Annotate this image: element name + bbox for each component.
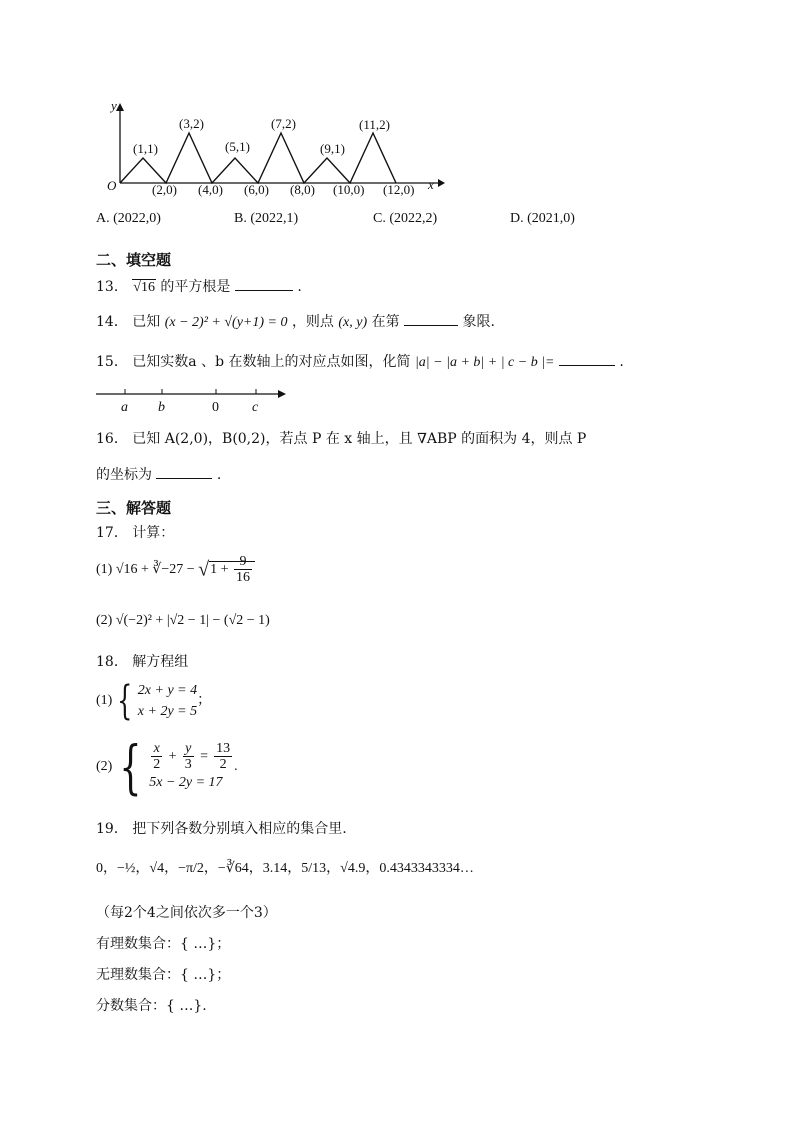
option-a — [96, 211, 161, 227]
expression: |a| − |a + b| + | c − b |= — [414, 355, 555, 370]
part-end: ； — [197, 693, 212, 709]
option-b — [234, 211, 298, 227]
zigzag-graph — [100, 95, 445, 200]
part-label: (1) — [96, 693, 113, 709]
question-number: 15． — [96, 354, 128, 370]
q17-part2 — [96, 613, 270, 629]
equation: x + 2y = 5 — [137, 704, 198, 719]
equation: 5x − 2y = 17 — [149, 775, 223, 791]
expression: √(−2)² + |√2 − 1| − (√2 − 1) — [115, 613, 270, 628]
equation: 2x + y = 4 — [137, 683, 198, 698]
valley-label: (2,0) — [152, 182, 177, 197]
question-end: . — [297, 279, 302, 295]
q18-part2: (2) { $\frac{x}{2}$ + $\frac{y}{3}$ = $\frac{13}{2}$ 5x − 2y = 17 . — [96, 733, 238, 801]
question-text: ，则点 — [291, 314, 334, 330]
option-value: (2022,0) — [113, 211, 161, 226]
valley-label: (6,0) — [244, 182, 269, 197]
axis-label-a: a — [121, 400, 128, 415]
part-label: (1) — [96, 562, 113, 578]
question-end: 象限. — [462, 314, 495, 330]
q18-part1: (1) { 2x + y = 4 x + 2y = 5 ； — [96, 678, 212, 724]
y-axis-label: y — [111, 98, 117, 113]
question-text: 已知 A(2,0)，B(0,2)，若点 P 在 x 轴上，且 ∇ABP 的面积为 4，则点 P — [132, 431, 587, 447]
question-18 — [96, 651, 188, 671]
peak-label: (11,2) — [359, 117, 390, 132]
valley-label: (12,0) — [383, 182, 415, 197]
option-key: C. — [373, 211, 386, 226]
valley-label: (10,0) — [333, 182, 365, 197]
q17-part1: (1) √16 + ∛−27 − √1 + $\frac{9}{16}$ — [96, 554, 255, 586]
question-number: 18． — [96, 654, 128, 670]
answer-blank — [156, 464, 212, 479]
answer-blank — [235, 276, 293, 291]
option-value: (2022,1) — [250, 211, 299, 226]
origin-label: O — [107, 178, 117, 193]
option-d — [510, 211, 575, 227]
irrational-set: 无理数集合：{ …}； — [96, 967, 231, 983]
axis-label-b: b — [158, 400, 165, 415]
question-end: . — [619, 354, 624, 370]
option-key: D. — [510, 211, 524, 226]
question-text: 解方程组 — [132, 654, 189, 670]
fraction-set: 分数集合：{ …}. — [96, 998, 207, 1014]
axis-label-0: 0 — [212, 400, 219, 415]
option-key: B. — [234, 211, 247, 226]
rational-set: 有理数集合：{ …}； — [96, 936, 231, 952]
question-15 — [96, 351, 624, 371]
axis-label-c: c — [252, 400, 259, 415]
option-value: (2021,0) — [527, 211, 575, 226]
question-number: 17． — [96, 525, 128, 541]
part-label: (2) — [96, 759, 113, 775]
x-axis-label: x — [428, 177, 434, 192]
number-line — [96, 386, 288, 416]
question-17 — [96, 522, 174, 542]
valley-label: (4,0) — [198, 182, 223, 197]
peak-label: (7,2) — [271, 116, 296, 131]
option-key: A. — [96, 211, 110, 226]
question-number: 14． — [96, 314, 128, 330]
equation: (x − 2)² + √(y+1) = 0 — [164, 315, 288, 330]
answer-blank — [404, 311, 458, 326]
peak-label: (3,2) — [179, 116, 204, 131]
option-value: (2022,2) — [389, 211, 438, 226]
radical-body: 1 + $\frac{9}{16}$ — [209, 561, 255, 577]
note: （每2个4之间依次多一个3） — [96, 905, 277, 921]
fraction-numerator: 9 — [234, 554, 252, 570]
question-text: 的坐标为 — [96, 467, 152, 483]
part-end: . — [234, 759, 238, 775]
question-text: 在第 — [371, 314, 400, 330]
number-list: 0，−½，√4，−π/2，−∛64，3.14，5/13，√4.9，0.4343343334… — [96, 861, 474, 876]
question-text: 的平方根是 — [160, 279, 231, 295]
question-16-line2 — [96, 464, 221, 484]
option-c — [373, 211, 437, 227]
question-text: 已知 — [132, 314, 161, 330]
question-text: 计算： — [132, 525, 175, 541]
section-title: 二、填空题 — [96, 251, 172, 269]
valley-label: (8,0) — [290, 182, 315, 197]
peak-label: (5,1) — [225, 139, 250, 154]
section-title: 三、解答题 — [96, 499, 172, 517]
question-number: 16． — [96, 431, 128, 447]
question-16 — [96, 428, 586, 448]
question-19 — [96, 818, 347, 838]
question-13 — [96, 276, 302, 296]
radicand: √16 — [133, 280, 155, 295]
peak-label: (9,1) — [320, 141, 345, 156]
question-number: 13． — [96, 279, 128, 295]
peak-label: (1,1) — [133, 141, 158, 156]
point: (x, y) — [338, 315, 368, 330]
question-end: . — [216, 467, 222, 483]
question-14 — [96, 311, 495, 331]
fraction-denominator: 16 — [236, 570, 251, 586]
question-text: 把下列各数分别填入相应的集合里. — [132, 821, 347, 837]
question-text: 已知实数a 、b 在数轴上的对应点如图，化简 — [132, 354, 411, 370]
expression: √16 + ∛−27 − — [115, 562, 199, 578]
answer-blank — [559, 351, 615, 366]
part-label: (2) — [96, 613, 113, 628]
question-number: 19． — [96, 821, 128, 837]
